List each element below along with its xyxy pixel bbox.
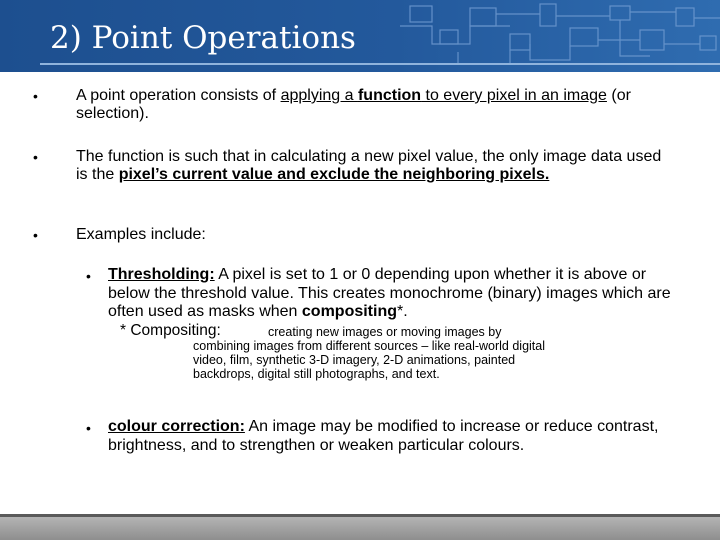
slide-footer-bar bbox=[0, 514, 720, 540]
footer-top-line bbox=[0, 514, 720, 517]
sub-bullet-colour-correction: colour correction: An image may be modified to increase or reduce contrast, brightness, and to strengthen or weaken particular colours. bbox=[108, 418, 659, 454]
bullet-marker: • bbox=[33, 88, 38, 104]
slide-title: 2) Point Operations bbox=[50, 20, 356, 56]
bullet-point-operation: A point operation consists of applying a function to every pixel in an image (or selection). bbox=[76, 87, 631, 122]
bullet-marker: • bbox=[33, 149, 38, 165]
bullet-marker: • bbox=[33, 227, 38, 243]
bullet-function-definition: The function is such that in calculating a new pixel value, the only image data used is the pixel’s current value and exclude the neighboring pixels. bbox=[76, 148, 662, 183]
compositing-note-label: * Compositing: bbox=[120, 322, 221, 339]
compositing-note-text: combining images from different sources – like real-world digital video, film, synthetic 3-D imagery, 2-D animations, painted backdrops, digital still photographs, and text. bbox=[193, 339, 546, 381]
header-rule bbox=[40, 63, 720, 65]
sub-bullet-marker: • bbox=[86, 268, 91, 284]
sub-bullet-thresholding: Thresholding: A pixel is set to 1 or 0 depending upon whether it is above or below the threshold value. This creates monochrome (binary) images which are often used as masks when compositing*. bbox=[108, 266, 671, 320]
circuit-pattern-decoration bbox=[400, 0, 720, 72]
bullet-examples: Examples include: bbox=[76, 226, 206, 243]
sub-bullet-marker: • bbox=[86, 420, 91, 436]
slide-header bbox=[0, 0, 720, 72]
compositing-note-line1: creating new images or moving images by bbox=[268, 325, 502, 339]
